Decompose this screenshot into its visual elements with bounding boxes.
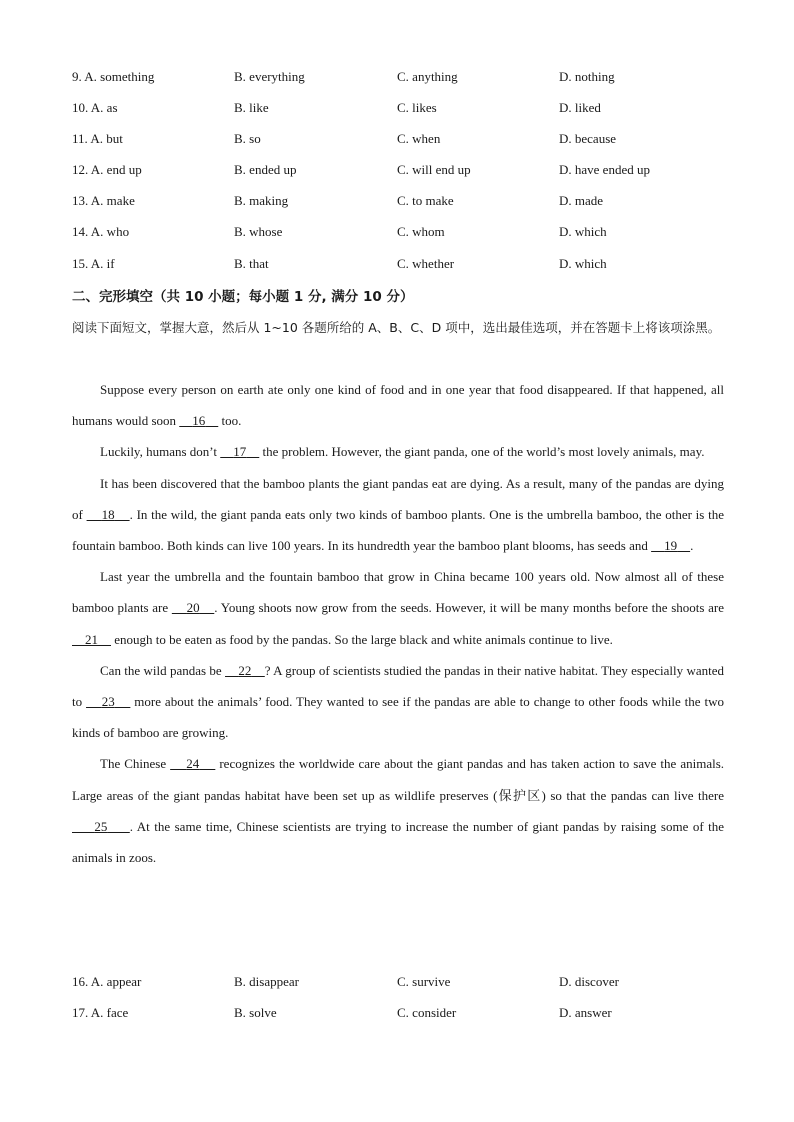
section-title: 二、完形填空（共 10 小题；每小题 1 分, 满分 10 分） bbox=[72, 289, 414, 305]
options-row-13 bbox=[72, 191, 752, 211]
option-a: 15. A. if bbox=[72, 256, 115, 271]
option-b: B. whose bbox=[234, 224, 283, 239]
options-row-14 bbox=[72, 222, 752, 242]
option-c: C. whom bbox=[397, 224, 445, 239]
option-b: B. disappear bbox=[234, 974, 299, 989]
option-c: C. will end up bbox=[397, 162, 471, 177]
option-d: D. nothing bbox=[559, 69, 615, 84]
passage-paragraph: Can the wild pandas be 22 ? A group of scientists studied the pandas in their native habitat. They especially wanted to 23 more about the animals’ food. They wanted to see if the pandas are able to change to other foods while the two kinds of bamboo are growing. bbox=[72, 662, 724, 741]
option-d: D. which bbox=[559, 256, 607, 271]
option-c: C. to make bbox=[397, 193, 454, 208]
passage-paragraph: It has been discovered that the bamboo plants the giant pandas eat are dying. As a result, many of the pandas are dying of 18 . In the wild, the giant panda eats only two kinds of bamboo plants. One is the umbrella bamboo, the other is the fountain bamboo. Both kinds can live 100 years. In its hundredth year the bamboo plant blooms, has seeds and 19 . bbox=[72, 475, 724, 554]
option-d: D. answer bbox=[559, 1005, 612, 1020]
option-d: D. which bbox=[559, 224, 607, 239]
blank-17: 17 bbox=[233, 444, 247, 460]
section-instruction: 阅读下面短文，掌握大意，然后从 1~10 各题所给的 A、B、C、D 项中，选出最佳选项，并在答题卡上将该项涂黑。 bbox=[72, 320, 721, 335]
options-row-9 bbox=[72, 67, 752, 87]
option-d: D. made bbox=[559, 193, 604, 208]
blank-19: 19 bbox=[664, 538, 678, 554]
blank-16: 16 bbox=[192, 413, 206, 429]
option-a: 16. A. appear bbox=[72, 974, 142, 989]
option-a: 14. A. who bbox=[72, 224, 130, 239]
option-d: D. have ended up bbox=[559, 162, 650, 177]
option-c: C. when bbox=[397, 131, 441, 146]
cloze-passage bbox=[72, 374, 724, 873]
option-a: 9. A. something bbox=[72, 69, 155, 84]
option-c: C. consider bbox=[397, 1005, 457, 1020]
option-b: B. that bbox=[234, 256, 269, 271]
passage-paragraph: The Chinese 24 recognizes the worldwide care about the giant pandas and has taken action to save the animals. Large areas of the giant pandas habitat have been set up as wildlife preserves (保护区) so that the pandas can live there 25 . At the same time, Chinese scientists are trying to increase the number of giant pandas by raising some of the animals in zoos. bbox=[72, 756, 725, 866]
option-a: 17. A. face bbox=[72, 1005, 129, 1020]
options-row-11 bbox=[72, 129, 752, 149]
blank-24: 24 bbox=[186, 756, 200, 772]
option-b: B. making bbox=[234, 193, 289, 208]
option-b: B. ended up bbox=[234, 162, 297, 177]
option-b: B. like bbox=[234, 100, 269, 115]
options-row-12 bbox=[72, 160, 752, 180]
passage-paragraph: Last year the umbrella and the fountain bamboo that grow in China became 100 years old. Now almost all of these bamboo plants are 20 . Young shoots now grow from the seeds. However, it will be many months before the shoots are 21 enough to be eaten as food by the pandas. So the large black and white animals continue to live. bbox=[72, 569, 725, 647]
passage-paragraph: Suppose every person on earth ate only one kind of food and in one year that food disappeared. If that happened, all humans would soon 16 too. bbox=[72, 382, 724, 429]
blank-20: 20 bbox=[186, 600, 200, 616]
option-c: C. whether bbox=[397, 256, 455, 271]
option-b: B. everything bbox=[234, 69, 305, 84]
option-a: 11. A. but bbox=[72, 131, 123, 146]
option-d: D. because bbox=[559, 131, 617, 146]
option-b: B. solve bbox=[234, 1005, 277, 1020]
options-row-17 bbox=[72, 1003, 752, 1023]
blank-25: 25 bbox=[94, 818, 108, 834]
blank-21: 21 bbox=[85, 631, 98, 647]
option-a: 13. A. make bbox=[72, 193, 135, 208]
options-row-15 bbox=[72, 254, 752, 274]
blank-23: 23 bbox=[101, 694, 115, 710]
option-d: D. discover bbox=[559, 974, 619, 989]
option-c: C. anything bbox=[397, 69, 458, 84]
option-b: B. so bbox=[234, 131, 261, 146]
passage-paragraph: Luckily, humans don’t 17 the problem. However, the giant panda, one of the world’s most lovely animals, may. bbox=[100, 444, 705, 460]
option-d: D. liked bbox=[559, 100, 601, 115]
options-row-10 bbox=[72, 98, 752, 118]
option-c: C. likes bbox=[397, 100, 437, 115]
blank-22: 22 bbox=[238, 662, 252, 678]
option-a: 10. A. as bbox=[72, 100, 118, 115]
options-row-16 bbox=[72, 972, 752, 992]
option-c: C. survive bbox=[397, 974, 451, 989]
option-a: 12. A. end up bbox=[72, 162, 142, 177]
blank-18: 18 bbox=[101, 506, 115, 522]
